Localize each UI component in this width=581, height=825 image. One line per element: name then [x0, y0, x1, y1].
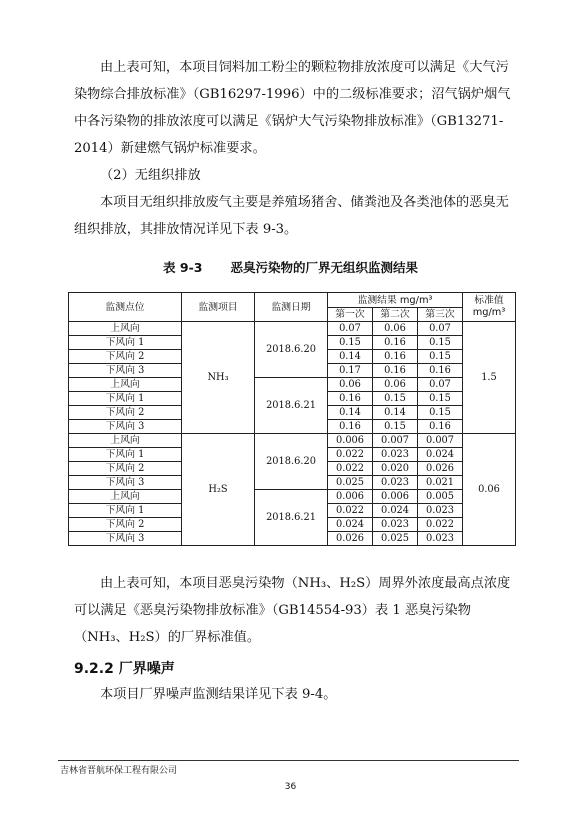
- cell-value: 0.006: [328, 434, 373, 448]
- cell-date: 2018.6.20: [255, 434, 328, 490]
- table-row: [69, 490, 516, 504]
- cell-value: 0.022: [328, 448, 373, 462]
- table-body: [69, 322, 516, 546]
- cell-value: 0.021: [418, 476, 463, 490]
- cell-value: 0.022: [328, 462, 373, 476]
- cell-standard: 1.5: [463, 322, 516, 434]
- cell-point: 下风向 2: [69, 350, 182, 364]
- cell-item: NH₃: [182, 322, 255, 434]
- cell-value: 0.15: [418, 406, 463, 420]
- cell-value: 0.023: [373, 448, 418, 462]
- cell-point: 下风向 2: [69, 462, 182, 476]
- cell-point: 下风向 1: [69, 448, 182, 462]
- table-caption: [0, 258, 581, 276]
- footer-company: 吉林省晋航环保工程有限公司: [60, 766, 178, 776]
- cell-value: 0.022: [328, 504, 373, 518]
- cell-date: 2018.6.21: [255, 490, 328, 546]
- cell-value: 0.15: [418, 392, 463, 406]
- paragraph-odor-compliance: 由上表可知，本项目恶臭污染物（NH₃、H₂S）周界外浓度最高点浓度可以满足《恶臭污染物排放标准》（GB14554-93）表 1 恶臭污染物（NH₃、H₂S）的厂界标准值。: [74, 576, 511, 645]
- cell-point: 下风向 1: [69, 336, 182, 350]
- header-point: 监测点位: [69, 293, 182, 322]
- cell-date: 2018.6.21: [255, 378, 328, 434]
- cell-value: 0.023: [418, 504, 463, 518]
- cell-value: 0.15: [328, 336, 373, 350]
- cell-point: 上风向: [69, 490, 182, 504]
- cell-value: 0.16: [418, 364, 463, 378]
- cell-value: 0.006: [373, 490, 418, 504]
- cell-point: 上风向: [69, 434, 182, 448]
- table-caption-title: 恶臭污染物的厂界无组织监测结果: [230, 260, 418, 275]
- cell-value: 0.15: [373, 420, 418, 434]
- cell-value: 0.14: [328, 406, 373, 420]
- section-heading: 9.2.2 厂界噪声: [74, 661, 175, 677]
- cell-value: 0.15: [418, 350, 463, 364]
- cell-value: 0.025: [373, 532, 418, 546]
- paragraph-exhaust-compliance: 由上表可知，本项目饲料加工粉尘的颗粒物排放浓度可以满足《大气污染物综合排放标准》（GB16297-1996）中的二级标准要求；沼气锅炉烟气中各污染物的排放浓度可以满足《锅炉大气污染物排放标准》（GB13271-2014）新建燃气锅炉标准要求。: [74, 60, 511, 156]
- header-standard: 标准值 mg/m³: [463, 293, 516, 322]
- table-caption-number: 表 9-3: [163, 260, 203, 275]
- odor-monitoring-table: [68, 292, 516, 546]
- cell-value: 0.023: [418, 532, 463, 546]
- table-row: [69, 434, 516, 448]
- cell-value: 0.026: [418, 462, 463, 476]
- cell-value: 0.16: [418, 420, 463, 434]
- cell-value: 0.16: [373, 364, 418, 378]
- header-run-3: 第三次: [418, 308, 463, 322]
- paragraph-fugitive-intro: 本项目无组织排放废气主要是养殖场猪舍、储粪池及各类池体的恶臭无组织排放，其排放情况详见下表 9-3。: [74, 195, 509, 237]
- cell-point: 下风向 2: [69, 406, 182, 420]
- cell-value: 0.005: [418, 490, 463, 504]
- cell-value: 0.022: [418, 518, 463, 532]
- cell-value: 0.024: [373, 504, 418, 518]
- cell-value: 0.020: [373, 462, 418, 476]
- cell-point: 下风向 1: [69, 392, 182, 406]
- cell-value: 0.06: [373, 322, 418, 336]
- cell-value: 0.025: [328, 476, 373, 490]
- cell-point: 下风向 3: [69, 420, 182, 434]
- header-item: 监测项目: [182, 293, 255, 322]
- cell-value: 0.024: [418, 448, 463, 462]
- cell-point: 下风向 1: [69, 504, 182, 518]
- cell-value: 0.026: [328, 532, 373, 546]
- cell-point: 上风向: [69, 322, 182, 336]
- cell-date: 2018.6.20: [255, 322, 328, 378]
- cell-point: 上风向: [69, 378, 182, 392]
- page-number: 36: [284, 782, 297, 792]
- cell-value: 0.17: [328, 364, 373, 378]
- cell-value: 0.14: [328, 350, 373, 364]
- cell-value: 0.07: [418, 322, 463, 336]
- cell-point: 下风向 3: [69, 364, 182, 378]
- cell-value: 0.023: [373, 518, 418, 532]
- table-row: [69, 322, 516, 336]
- cell-value: 0.07: [418, 378, 463, 392]
- cell-item: H₂S: [182, 434, 255, 546]
- cell-value: 0.16: [328, 420, 373, 434]
- cell-value: 0.07: [328, 322, 373, 336]
- cell-value: 0.06: [328, 378, 373, 392]
- cell-value: 0.006: [328, 490, 373, 504]
- table-row: [69, 378, 516, 392]
- header-date: 监测日期: [255, 293, 328, 322]
- cell-value: 0.16: [373, 350, 418, 364]
- subheading-fugitive-emission: （2）无组织排放: [100, 168, 201, 183]
- cell-value: 0.024: [328, 518, 373, 532]
- paragraph-noise-intro: 本项目厂界噪声监测结果详见下表 9-4。: [100, 687, 337, 702]
- cell-value: 0.007: [418, 434, 463, 448]
- header-run-1: 第一次: [328, 308, 373, 322]
- cell-value: 0.15: [373, 392, 418, 406]
- header-run-2: 第二次: [373, 308, 418, 322]
- cell-value: 0.14: [373, 406, 418, 420]
- cell-value: 0.16: [328, 392, 373, 406]
- cell-value: 0.16: [373, 336, 418, 350]
- footer-divider: [58, 760, 519, 761]
- cell-point: 下风向 3: [69, 476, 182, 490]
- cell-value: 0.023: [373, 476, 418, 490]
- cell-standard: 0.06: [463, 434, 516, 546]
- cell-point: 下风向 2: [69, 518, 182, 532]
- cell-value: 0.15: [418, 336, 463, 350]
- cell-value: 0.06: [373, 378, 418, 392]
- header-result: 监测结果 mg/m³: [328, 293, 463, 308]
- cell-value: 0.007: [373, 434, 418, 448]
- cell-point: 下风向 3: [69, 532, 182, 546]
